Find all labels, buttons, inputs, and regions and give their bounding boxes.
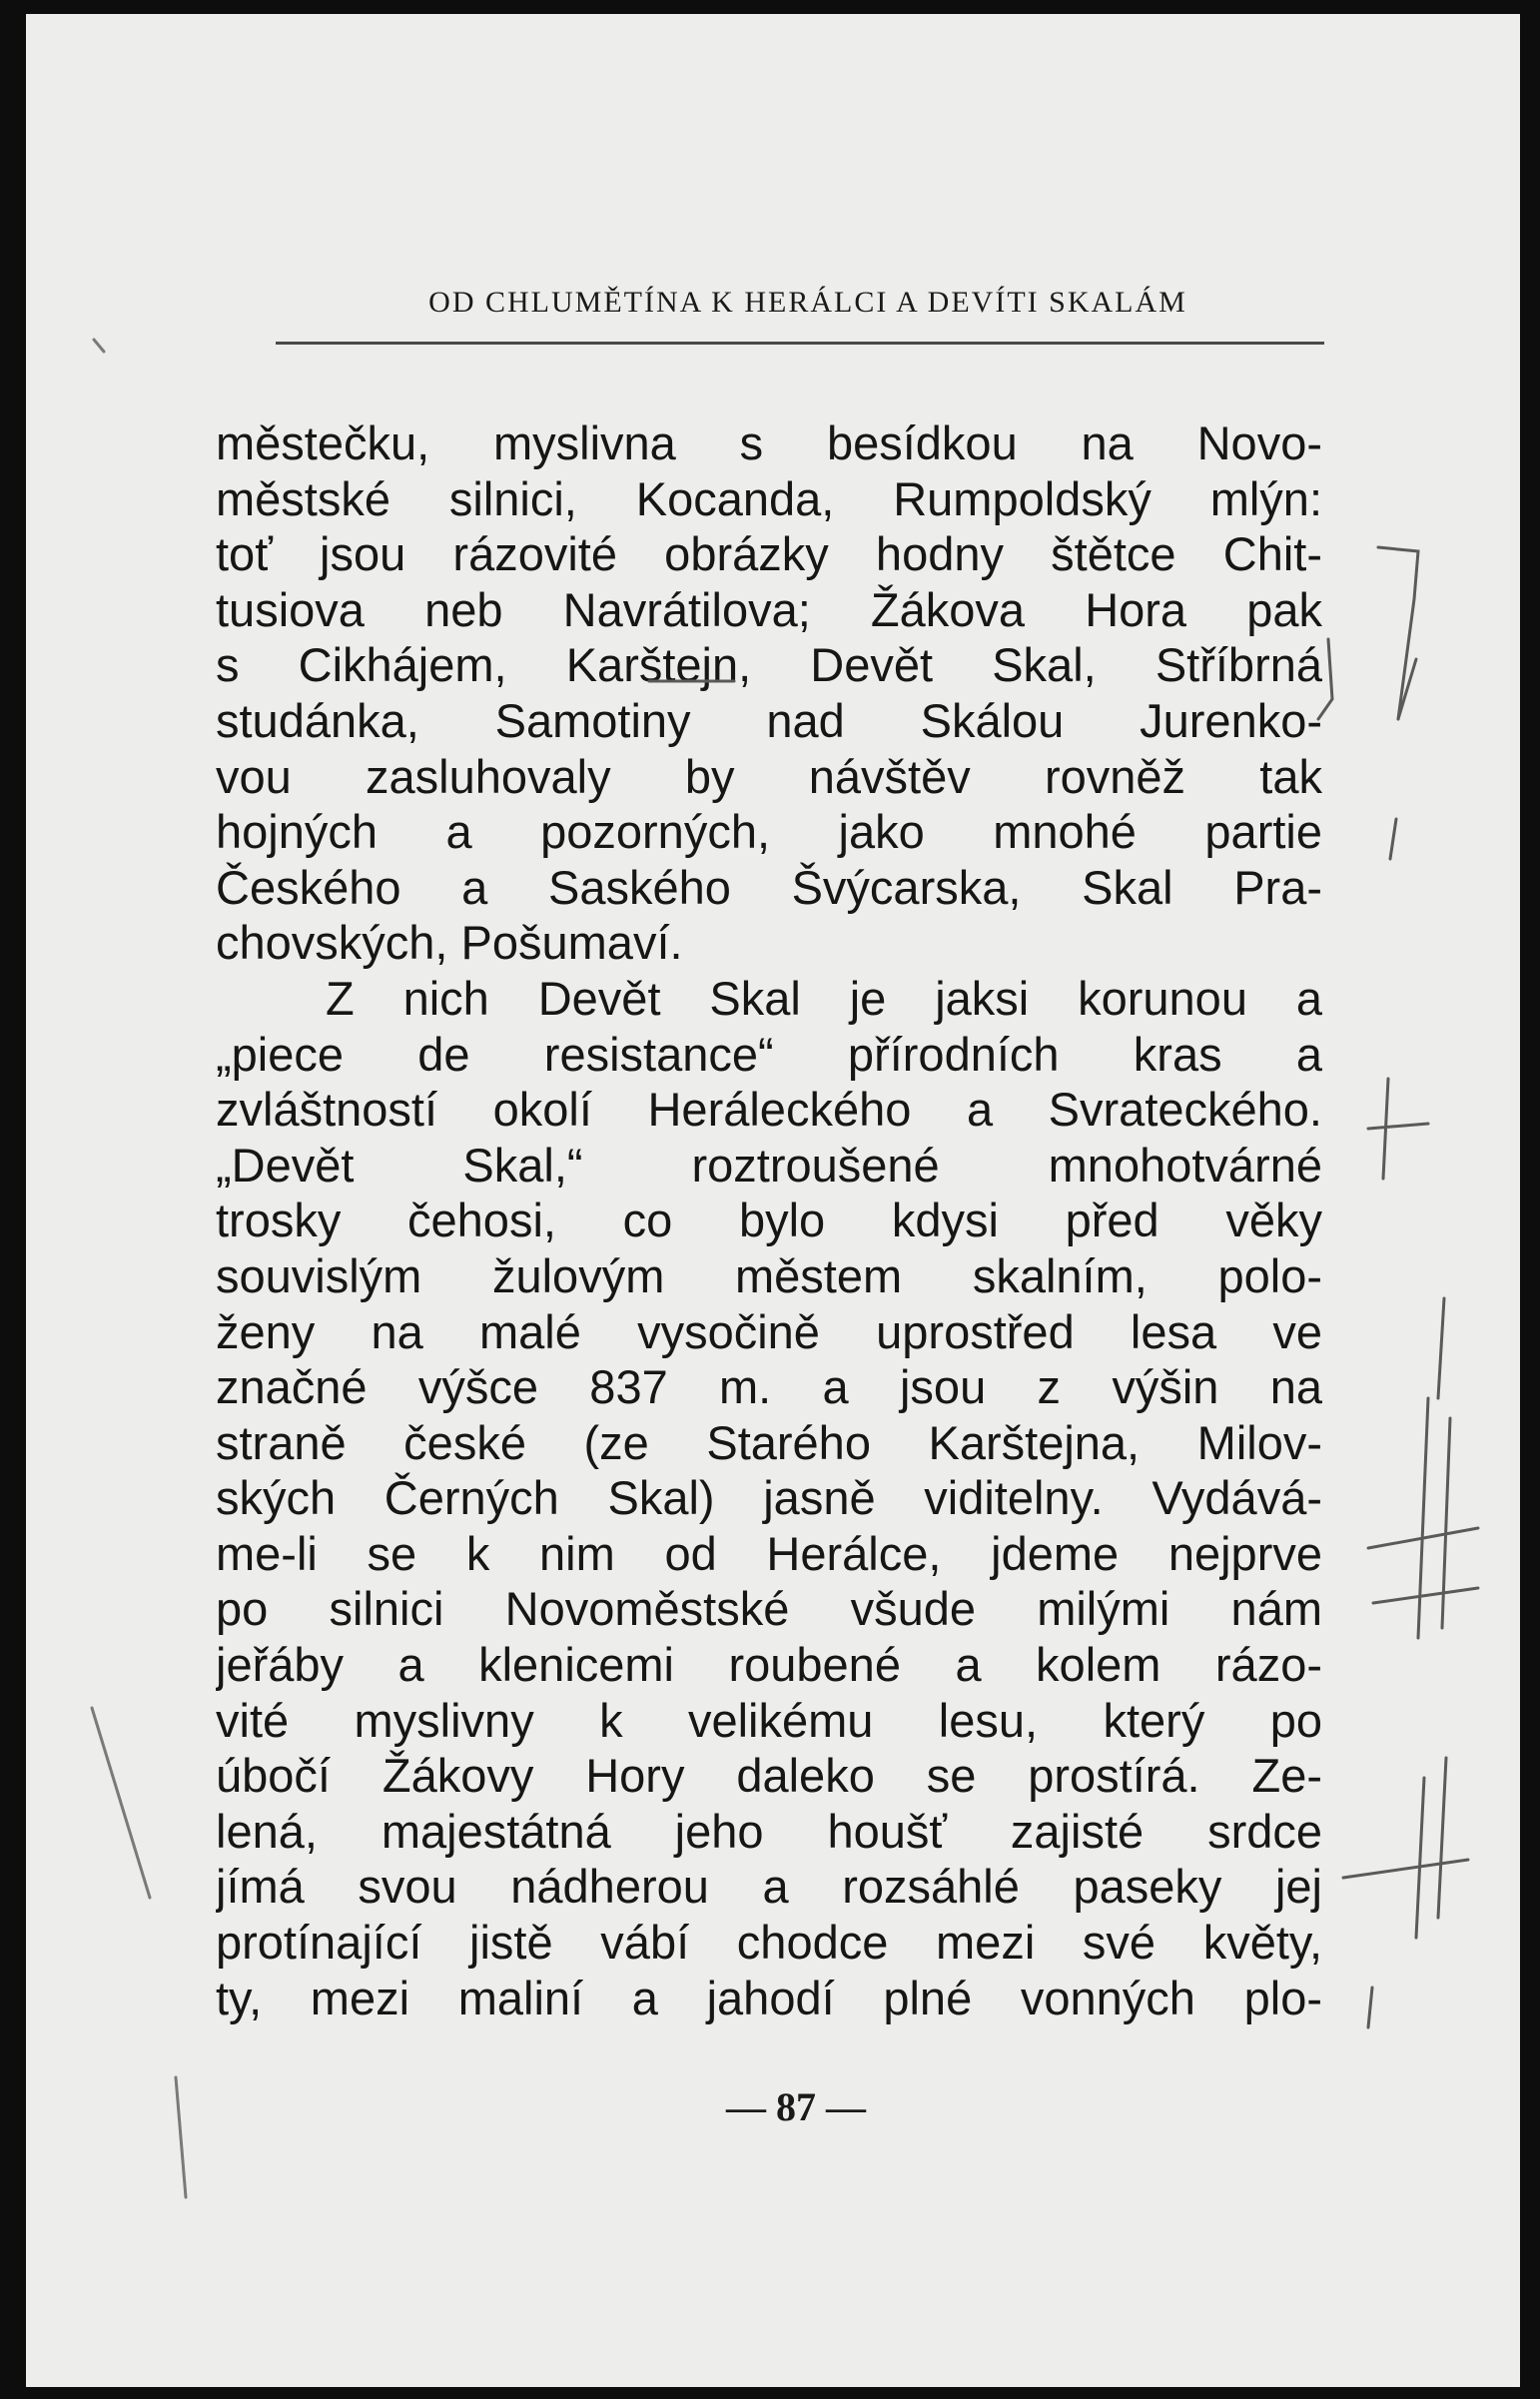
text-line: studánka, Samotiny nad Skálou Jurenko- [216,693,1322,747]
text-line: „piece de resistance“ přírodních kras a [216,1027,1322,1081]
text-line: straně české (ze Starého Karštejna, Milov- [216,1415,1322,1469]
text-line: s Cikhájem, Karštejn, Devět Skal, Stříbrná [216,638,1322,692]
text-line: po silnici Novoměstské všude milými nám [216,1582,1322,1636]
text-line: jímá svou nádherou a rozsáhlé paseky jej [216,1860,1322,1914]
pencil-mark-cross-1 [1368,1079,1428,1179]
text-line: ty, mezi maliní a jahodí plné vonných plo- [216,1971,1322,2024]
text-line: hojných a pozorných, jako mnohé partie [216,805,1322,859]
pencil-mark-left-stroke-2 [176,2077,186,2197]
pencil-mark-hash-1 [1368,1398,1478,1638]
text-line: lená, majestátná jeho houšť zajisté srdce [216,1804,1322,1858]
text-line: jeřáby a klenicemi roubené a kolem rázo- [216,1638,1322,1692]
text-line: chovských, Pošumaví. [216,916,683,970]
pencil-mark-stroke [1390,819,1396,859]
pencil-mark-stroke-2 [1438,1298,1444,1398]
text-line: Českého a Saského Švýcarska, Skal Pra- [216,860,1322,914]
pencil-mark-seven [1378,547,1418,719]
text-line: protínající jistě vábí chodce mezi své květy, [216,1916,1322,1970]
pencil-mark-bracket [1318,639,1332,719]
text-line: ských Černých Skal) jasně viditelny. Vydává- [216,1471,1322,1525]
page-number: — 87 — [726,2084,866,2129]
text-line: zvláštností okolí Heráleckého a Svrateckého. [216,1083,1322,1137]
text-line: značné výšce 837 m. a jsou z výšin na [216,1360,1322,1414]
text-line: tusiova neb Navrátilova; Žákova Hora pak [216,582,1322,636]
text-line: vou zasluhovaly by návštěv rovněž tak [216,749,1322,803]
pencil-mark-hash-2 [1343,1758,1468,1938]
running-header: OD CHLUMĚTÍNA K HERÁLCI A DEVÍTI SKALÁM [428,286,1187,319]
text-line: „Devět Skal,“ roztroušené mnohotvárné [216,1138,1322,1192]
pencil-mark-header-tick [94,340,104,352]
pencil-mark-left-stroke [92,1708,150,1898]
pencil-mark-margin-stroke [1368,1988,1372,2027]
text-line: vité myslivny k velikému lesu, který po [216,1693,1322,1747]
text-line: trosky čehosi, co bylo kdysi před věky [216,1194,1322,1247]
text-line: úbočí Žákovy Hory daleko se prostírá. Ze- [216,1749,1322,1803]
text-line: městečku, myslivna s besídkou na Novo- [216,416,1322,469]
text-line: souvislým žulovým městem skalním, polo- [216,1248,1322,1302]
text-line: toť jsou rázovité obrázky hodny štětce Chit- [216,527,1322,581]
text-line: městské silnici, Kocanda, Rumpoldský mlýn: [216,471,1322,525]
text-line: me-li se k nim od Herálce, jdeme nejprve [216,1526,1322,1580]
text-line: ženy na malé vysočině uprostřed lesa ve [216,1304,1322,1358]
text-line: Z nich Devět Skal je jaksi korunou a [326,971,1322,1025]
